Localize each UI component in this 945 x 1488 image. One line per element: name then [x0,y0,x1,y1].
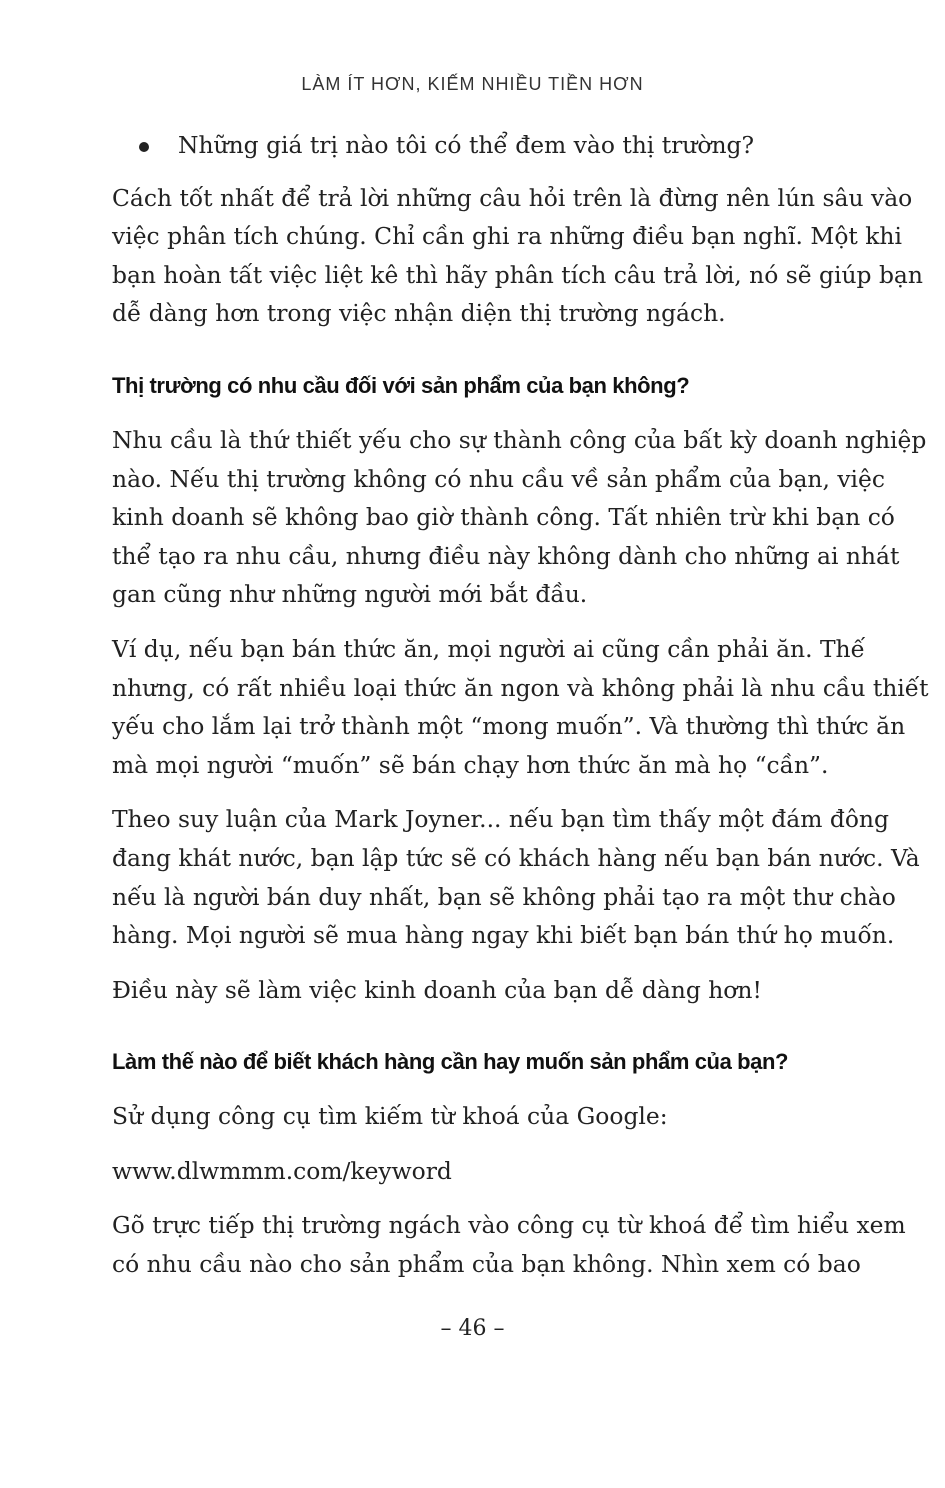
paragraph-line: Gõ trực tiếp thị trường ngách vào công cụ từ khoá để tìm hiểu xem [112,1211,906,1240]
paragraph-line: thể tạo ra nhu cầu, nhưng điều này không dành cho những ai nhát [112,541,900,570]
paragraph-answer-method [112,179,923,333]
paragraph-niche-search [112,1206,906,1283]
paragraph-line: nhưng, có rất nhiều loại thức ăn ngon và không phải là nhu cầu thiết [112,673,929,702]
section-heading-customer-need: Làm thế nào để biết khách hàng cần hay muốn sản phẩm của bạn? [112,1049,789,1075]
paragraph-food-example [112,630,929,784]
paragraph-demand [112,421,927,614]
paragraph-line: Nhu cầu là thứ thiết yếu cho sự thành công của bất kỳ doanh nghiệp [112,425,927,454]
paragraph-line: hàng. Mọi người sẽ mua hàng ngay khi biết bạn bán thứ họ muốn. [112,921,895,950]
paragraph-line: đang khát nước, bạn lập tức sẽ có khách hàng nếu bạn bán nước. Và [112,843,920,872]
paragraph-line: kinh doanh sẽ không bao giờ thành công. Tất nhiên trừ khi bạn có [112,503,895,532]
running-header: LÀM ÍT HƠN, KIẾM NHIỀU TIỀN HƠN [301,74,644,94]
paragraph-conclusion: Điều này sẽ làm việc kinh doanh của bạn dễ dàng hơn! [112,975,762,1004]
page-number: – 46 – [440,1316,505,1341]
paragraph-line: nào. Nếu thị trường không có nhu cầu về sản phẩm của bạn, việc [112,464,885,493]
paragraph-line: mà mọi người “muốn” sẽ bán chạy hơn thức ăn mà họ “cần”. [112,750,829,779]
section-heading-demand: Thị trường có nhu cầu đối với sản phẩm của bạn không? [112,372,690,398]
paragraph-keyword-tool: Sử dụng công cụ tìm kiếm từ khoá của Google: [112,1102,668,1131]
paragraph-mark-joyner [112,800,920,954]
paragraph-line: Theo suy luận của Mark Joyner... nếu bạn tìm thấy một đám đông [112,805,889,834]
bullet-list-item [112,126,834,165]
paragraph-line: nếu là người bán duy nhất, bạn sẽ không phải tạo ra một thư chào [112,882,896,911]
paragraph-line: bạn hoàn tất việc liệt kê thì hãy phân tích câu trả lời, nó sẽ giúp bạn [112,260,923,289]
paragraph-line: yếu cho lắm lại trở thành một “mong muốn”. Và thường thì thức ăn [112,712,906,741]
paragraph-line: dễ dàng hơn trong việc nhận diện thị trường ngách. [112,299,726,328]
bullet-text: Những giá trị nào tôi có thể đem vào thị trường? [178,131,755,159]
paragraph-line: có nhu cầu nào cho sản phẩm của bạn không. Nhìn xem có bao [112,1250,861,1279]
paragraph-line: việc phân tích chúng. Chỉ cần ghi ra những điều bạn nghĩ. Một khi [112,222,902,251]
paragraph-line: gan cũng như những người mới bắt đầu. [112,580,588,609]
page-body [112,126,929,1300]
paragraph-line: Cách tốt nhất để trả lời những câu hỏi trên là đừng nên lún sâu vào [112,183,913,212]
bullet-icon [139,142,149,152]
paragraph-line: Ví dụ, nếu bạn bán thức ăn, mọi người ai cũng cần phải ăn. Thế [112,634,866,663]
keyword-tool-url: www.dlwmmm.com/keyword [112,1156,452,1185]
